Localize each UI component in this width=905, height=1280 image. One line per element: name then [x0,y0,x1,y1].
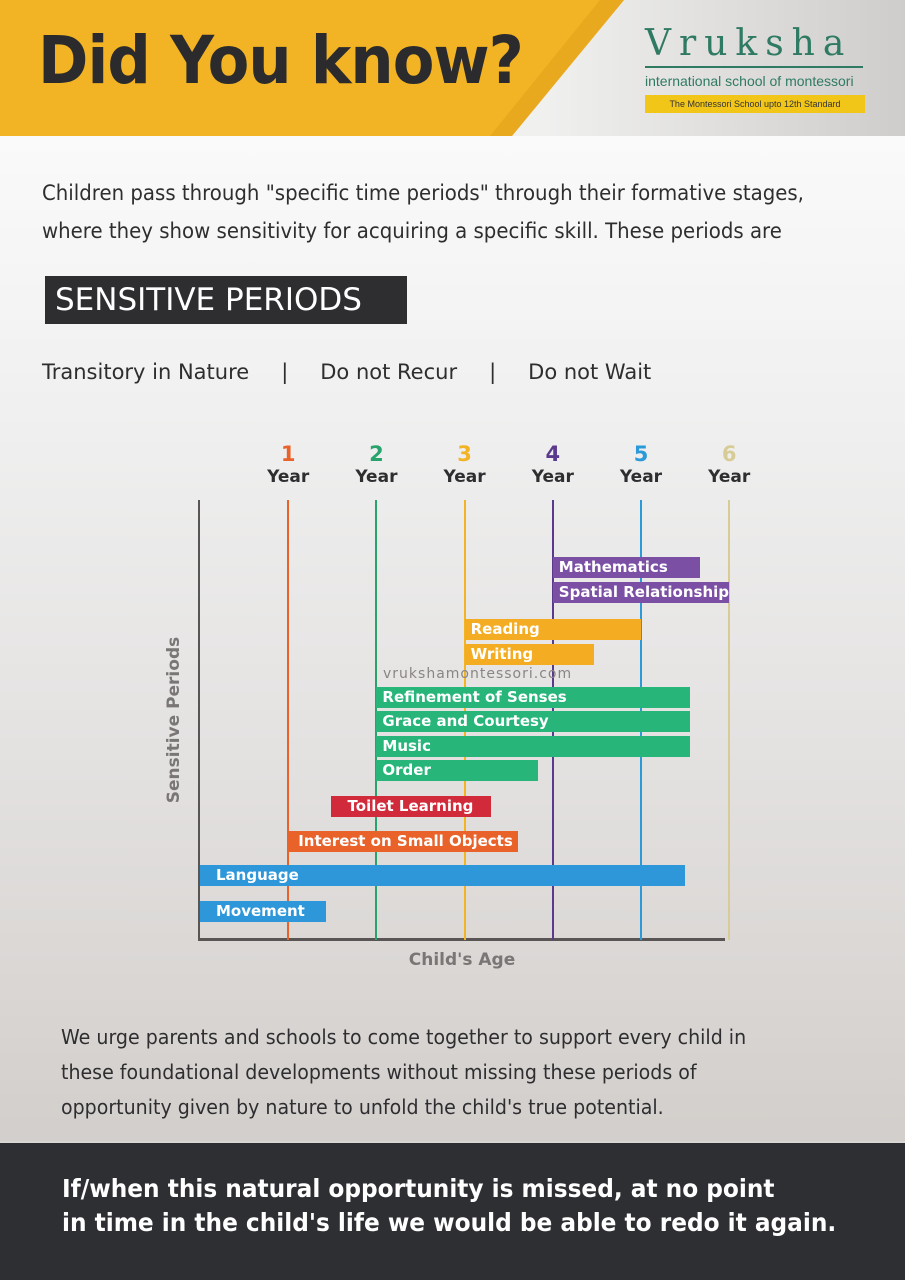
x-tick-label [346,442,406,488]
sensitive-periods-chart [0,430,905,990]
x-tick-label [699,442,759,488]
intro-line-2: where they show sensitivity for acquiring a specific skill. These periods are [42,219,782,243]
footer-banner [0,1141,905,1280]
trait-do-not-wait: Do not Wait [528,360,652,384]
section-title: SENSITIVE PERIODS [45,276,407,324]
trait-do-not-recur: Do not Recur [320,360,458,384]
x-tick-label [435,442,495,488]
bar-writing: Writing [465,644,595,665]
x-tick-label [258,442,318,488]
traits-row [42,360,651,384]
footer-message [62,1172,836,1240]
bar-refinement-of-senses: Refinement of Senses [376,687,689,708]
trait-separator: | [281,360,289,384]
logo-tagline: The Montessori School upto 12th Standard [645,95,865,113]
logo-divider [645,66,863,68]
header-banner [0,0,905,136]
school-logo [645,24,867,113]
bar-mathematics: Mathematics [553,557,700,578]
x-tick-label [523,442,583,488]
x-tick-unit: Year [531,467,574,487]
bar-toilet-learning: Toilet Learning [331,796,492,817]
x-tick-number: 4 [545,442,561,466]
x-tick-unit: Year [355,467,398,487]
outro-line-2: these foundational developments without missing these periods of [61,1060,697,1084]
intro-line-1: Children pass through "specific time periods" through their formative stages, [42,181,804,205]
logo-subtitle: international school of montessori [645,73,854,89]
bar-music: Music [376,736,689,757]
x-tick-number: 6 [721,442,737,466]
x-axis-label: Child's Age [408,950,516,970]
bar-movement: Movement [200,901,326,922]
outro-paragraph [61,1020,840,1125]
x-tick-number: 1 [280,442,296,466]
outro-line-3: opportunity given by nature to unfold the child's true potential. [61,1095,664,1119]
bar-order: Order [376,760,537,781]
x-tick-label [611,442,671,488]
x-tick-unit: Year [267,467,310,487]
x-tick-unit: Year [619,467,663,487]
x-tick-number: 3 [457,442,472,466]
bar-language: Language [200,865,685,886]
bar-spatial-relationship: Spatial Relationship [553,582,729,603]
outro-line-1: We urge parents and schools to come together to support every child in [61,1025,747,1049]
bar-reading: Reading [465,619,641,640]
y-axis-label: Sensitive Periods [164,636,184,804]
trait-separator: | [489,360,497,384]
headline: Did You know? [38,22,523,99]
x-tick-unit: Year [708,467,751,487]
x-tick-unit: Year [443,467,486,487]
footer-line-2: in time in the child's life we would be able to redo it again. [62,1208,837,1237]
bar-interest-on-small-objects: Interest on Small Objects [288,831,517,852]
bar-grace-and-courtesy: Grace and Courtesy [376,711,689,732]
watermark: vrukshamontessori.com [383,666,573,682]
x-tick-number: 2 [369,442,384,466]
logo-name: Vruksha [645,23,853,64]
trait-transitory: Transitory in Nature [42,360,250,384]
intro-paragraph [42,174,841,250]
footer-line-1: If/when this natural opportunity is missed, at no point [62,1174,775,1203]
gridline [728,500,730,940]
x-tick-number: 5 [633,442,649,466]
x-axis [198,938,725,941]
